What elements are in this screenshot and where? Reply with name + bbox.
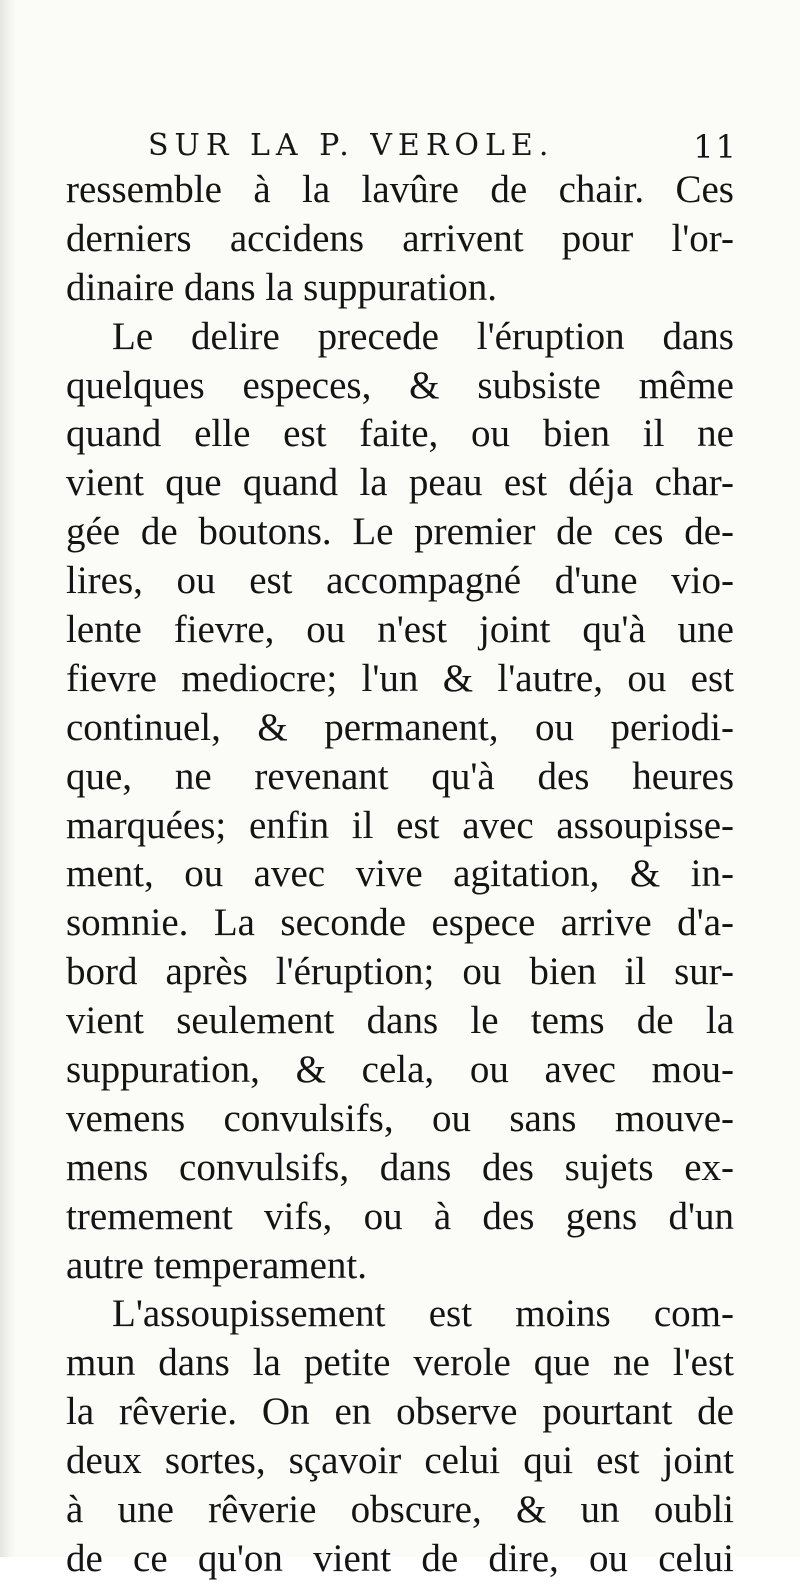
text-line: Le delire precede l'éruption dans bbox=[112, 314, 734, 358]
text-line: bord après l'éruption; ou bien il sur- bbox=[66, 950, 734, 994]
text-line: L'assoupissement est moins com- bbox=[112, 1292, 734, 1336]
text-line: mun dans la petite verole que ne l'est bbox=[66, 1341, 734, 1385]
text-line: de ce qu'on vient de dire, ou celui bbox=[66, 1536, 734, 1580]
text-line: fievre mediocre; l'un & l'autre, ou est bbox=[66, 656, 734, 700]
text-line: ressemble à la lavûre de chair. Ces bbox=[66, 168, 734, 211]
page-header bbox=[148, 128, 738, 168]
text-line: mens convulsifs, dans des sujets ex- bbox=[66, 1145, 734, 1189]
text-line: la rêverie. On en observe pourtant de bbox=[66, 1390, 734, 1434]
text-line: deux sortes, sçavoir celui qui est joint bbox=[66, 1439, 734, 1483]
text-line: continuel, & permanent, ou periodi- bbox=[66, 705, 734, 749]
text-line: gée de boutons. Le premier de ces de- bbox=[66, 510, 734, 554]
running-head: SUR LA P. VEROLE. bbox=[148, 128, 555, 163]
body-text bbox=[66, 166, 734, 1584]
text-line: autre temperament. bbox=[66, 1243, 368, 1287]
text-line: suppuration, & cela, ou avec mou- bbox=[66, 1048, 734, 1092]
text-line: lente fievre, ou n'est joint qu'à une bbox=[66, 608, 734, 652]
text-line: que, ne revenant qu'à des heures bbox=[66, 754, 734, 798]
text-line: derniers accidens arrivent pour l'or- bbox=[66, 216, 734, 260]
page-number: 11 bbox=[693, 128, 738, 166]
text-line: ment, ou avec vive agitation, & in- bbox=[66, 852, 734, 896]
text-line: quand elle est faite, ou bien il ne bbox=[66, 412, 734, 456]
text-line: somnie. La seconde espece arrive d'a- bbox=[66, 901, 734, 945]
text-line: quelques especes, & subsiste même bbox=[66, 363, 734, 407]
text-line: lires, ou est accompagné d'une vio- bbox=[66, 559, 734, 603]
text-line: à une rêverie obscure, & un oubli bbox=[66, 1488, 734, 1532]
text-line: marquées; enfin il est avec assoupisse- bbox=[66, 803, 734, 847]
page-gutter-shadow bbox=[0, 0, 16, 1557]
text-line: tremement vifs, ou à des gens d'un bbox=[66, 1194, 734, 1238]
text-line: vemens convulsifs, ou sans mouve- bbox=[66, 1096, 734, 1140]
text-line: dinaire dans la suppuration. bbox=[66, 265, 498, 309]
text-line: vient que quand la peau est déja char- bbox=[66, 461, 734, 505]
text-line: vient seulement dans le tems de la bbox=[66, 999, 734, 1043]
